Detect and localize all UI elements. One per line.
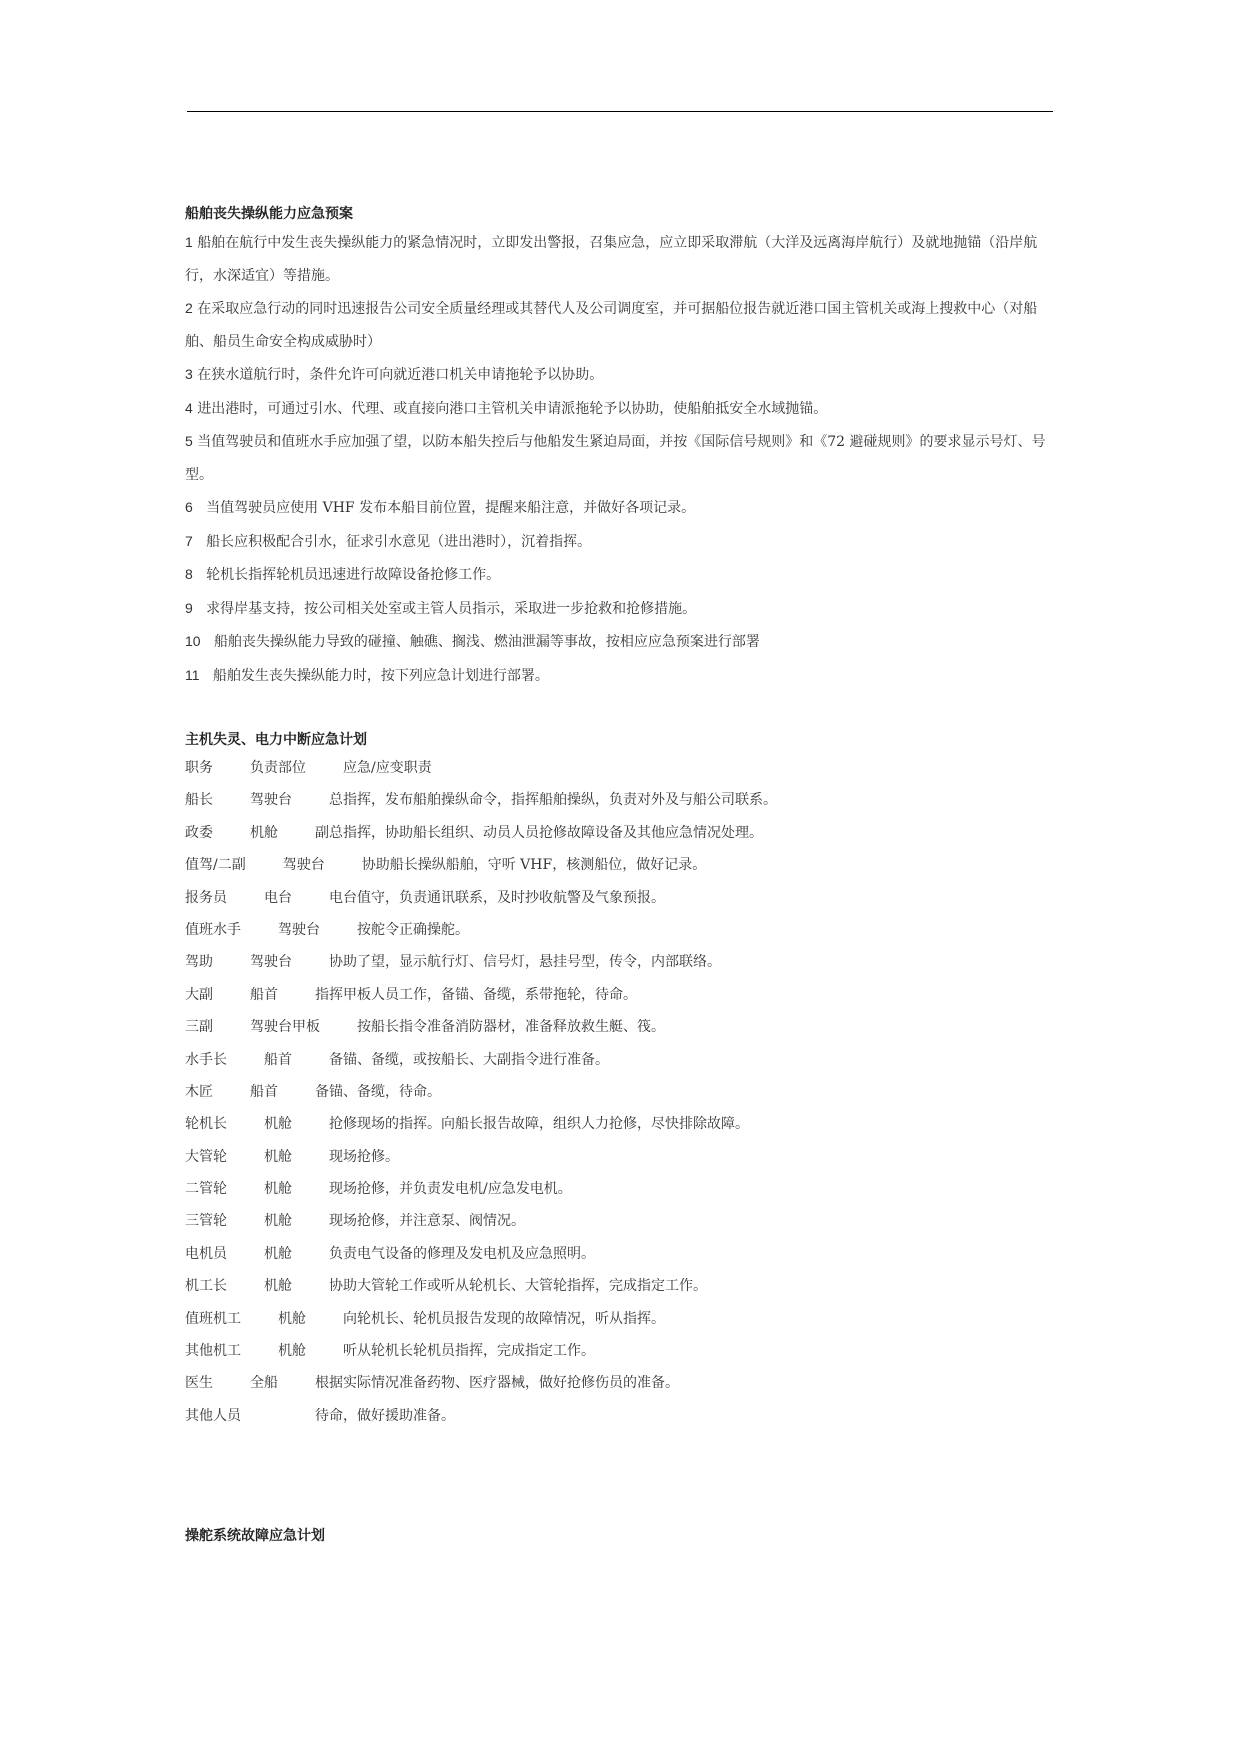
table-row: 电机员 机舱 负责电气设备的修理及发电机及应急照明。	[185, 1245, 595, 1262]
list-item-7: 7 船长应积极配合引水，征求引水意见（进出港时），沉着指挥。	[185, 532, 592, 550]
table-row: 其他机工 机舱 听从轮机长轮机员指挥，完成指定工作。	[185, 1343, 595, 1360]
table-row: 木匠 船首 备锚、备缆，待命。	[185, 1083, 441, 1100]
list-item-4: 4 进出港时，可通过引水、代理、或直接向港口主管机关申请派拖轮予以协助，使船舶抵安全水域抛锚。	[185, 399, 828, 417]
table-row: 三管轮 机舱 现场抢修，并注意泵、阀情况。	[185, 1213, 525, 1230]
document-body	[185, 202, 1065, 1548]
list-item-5: 5 当值驾驶员和值班水手应加强了望，以防本船失控后与他船发生紧迫局面，并按《国际信号规则》和《72 避碰规则》的要求显示号灯、号型。	[185, 433, 1046, 483]
table-row: 政委 机舱 副总指挥，协助船长组织、动员人员抢修故障设备及其他应急情况处理。	[185, 824, 763, 841]
table-row: 医生 全船 根据实际情况准备药物、医疗器械，做好抢修伤员的准备。	[185, 1375, 679, 1392]
table-row: 值班机工 机舱 向轮机长、轮机员报告发现的故障情况，听从指挥。	[185, 1310, 665, 1327]
table-row: 机工长 机舱 协助大管轮工作或听从轮机长、大管轮指挥，完成指定工作。	[185, 1278, 707, 1295]
duty-table	[185, 752, 1065, 1432]
table-row: 二管轮 机舱 现场抢修，并负责发电机/应急发电机。	[185, 1181, 572, 1198]
list-item-1: 1 船舶在航行中发生丧失操纵能力的紧急情况时，立即发出警报，召集应急，应立即采取滞航（大洋及远离海岸航行）及就地抛锚（沿岸航行，水深适宜）等措施。	[185, 234, 1038, 284]
header-rule	[187, 111, 1053, 112]
table-row: 三副 驾驶台甲板 按船长指令准备消防器材，准备释放救生艇、筏。	[185, 1019, 665, 1036]
duty-table-header: 职务 负责部位 应急/应变职责	[185, 760, 432, 776]
list-item-3: 3 在狭水道航行时，条件允许可向就近港口机关申请拖轮予以协助。	[185, 366, 604, 383]
table-row: 驾助 驾驶台 协助了望，显示航行灯、信号灯，悬挂号型，传令，内部联络。	[185, 954, 721, 971]
section2-title: 主机失灵、电力中断应急计划	[185, 732, 367, 748]
table-row: 大副 船首 指挥甲板人员工作，备锚、备缆，系带拖轮，待命。	[185, 986, 637, 1003]
table-row: 值班水手 驾驶台 按舵令正确操舵。	[185, 921, 469, 938]
table-row: 大管轮 机舱 现场抢修。	[185, 1148, 399, 1165]
section1-title: 船舶丧失操纵能力应急预案	[185, 206, 353, 222]
table-row: 其他人员 待命，做好援助准备。	[185, 1407, 455, 1424]
list-item-11: 11 船舶发生丧失操纵能力时，按下列应急计划进行部署。	[185, 666, 549, 684]
table-row: 轮机长 机舱 抢修现场的指挥。向船长报告故障，组织人力抢修，尽快排除故障。	[185, 1116, 749, 1133]
list-item-6: 6 当值驾驶员应使用 VHF 发布本船目前位置，提醒来船注意，并做好各项记录。	[185, 499, 696, 516]
section3-title: 操舵系统故障应急计划	[185, 1528, 325, 1545]
list-item-2: 2 在采取应急行动的同时迅速报告公司安全质量经理或其替代人及公司调度室，并可据船位报告就近港口国主管机关或海上搜救中心（对船舶、船员生命安全构成威胁时）	[185, 300, 1038, 350]
table-row: 水手长 船首 备锚、备缆，或按船长、大副指令进行准备。	[185, 1051, 609, 1068]
section1-items	[185, 226, 1065, 692]
list-item-9: 9 求得岸基支持，按公司相关处室或主管人员指示，采取进一步抢救和抢修措施。	[185, 599, 697, 617]
table-row: 报务员 电台 电台值守，负责通讯联系，及时抄收航警及气象预报。	[185, 889, 665, 906]
table-row: 值驾/二副 驾驶台 协助船长操纵船舶，守听 VHF，核测船位，做好记录。	[185, 857, 707, 874]
list-item-8: 8 轮机长指挥轮机员迅速进行故障设备抢修工作。	[185, 566, 501, 583]
table-row: 船长 驾驶台 总指挥，发布船舶操纵命令，指挥船舶操纵，负责对外及与船公司联系。	[185, 792, 777, 809]
list-item-10: 10 船舶丧失操纵能力导致的碰撞、触礁、搁浅、燃油泄漏等事故，按相应应急预案进行部署	[185, 633, 760, 650]
